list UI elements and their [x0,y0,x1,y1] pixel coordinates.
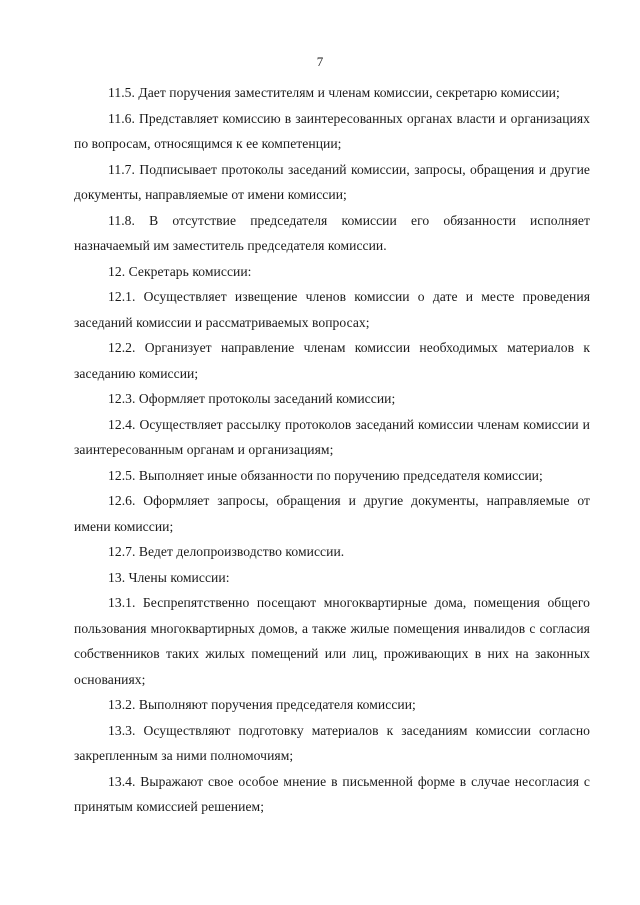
paragraph-12-6: 12.6. Оформляет запросы, обращения и другие документы, направляемые от имени комиссии; [74,493,590,534]
paragraph-13-1: 13.1. Беспрепятственно посещают многоквартирные дома, помещения общего пользования многоквартирных домов, а также жилые помещения инвалидов с согласия собственников таких жилых помещений или лиц, проживающих в них на законных основаниях; [74,595,590,687]
paragraph-11-5: 11.5. Дает поручения заместителям и членам комиссии, секретарю комиссии; [108,85,560,100]
page-number: 7 [316,54,324,69]
paragraph-12-1: 12.1. Осуществляет извещение членов комиссии о дате и месте проведения заседаний комиссии и рассматриваемых вопросах; [74,289,590,330]
paragraph-12-7: 12.7. Ведет делопроизводство комиссии. [108,544,345,559]
paragraph-12-4: 12.4. Осуществляет рассылку протоколов заседаний комиссии членам комиссии и заинтересованным органам и организациям; [74,416,590,457]
paragraph-11-6: 11.6. Представляет комиссию в заинтересованных органах власти и организациях по вопросам, относящимся к ее компетенции; [74,110,590,151]
paragraph-12-2: 12.2. Организует направление членам комиссии необходимых материалов к заседанию комиссии; [74,340,590,381]
paragraph-12-5: 12.5. Выполняет иные обязанности по поручению председателя комиссии; [108,467,543,483]
paragraph-11-7: 11.7. Подписывает протоколы заседаний комиссии, запросы, обращения и другие документы, направляемые от имени комиссии; [74,161,590,202]
paragraph-13-2: 13.2. Выполняют поручения председателя комиссии; [108,697,416,712]
paragraph-12-3: 12.3. Оформляет протоколы заседаний комиссии; [108,391,396,406]
paragraph-13-heading: 13. Члены комиссии: [108,569,230,585]
paragraph-13-4: 13.4. Выражают свое особое мнение в письменной форме в случае несогласия с принятым комиссией решением; [74,773,590,814]
document-body [74,80,590,820]
paragraph-12-heading: 12. Секретарь комиссии: [108,263,252,279]
paragraph-11-8: 11.8. В отсутствие председателя комиссии его обязанности исполняет назначаемый им заместитель председателя комиссии. [74,212,590,253]
paragraph-13-3: 13.3. Осуществляют подготовку материалов к заседаниям комиссии согласно закрепленным за ними полномочиям; [74,722,590,763]
